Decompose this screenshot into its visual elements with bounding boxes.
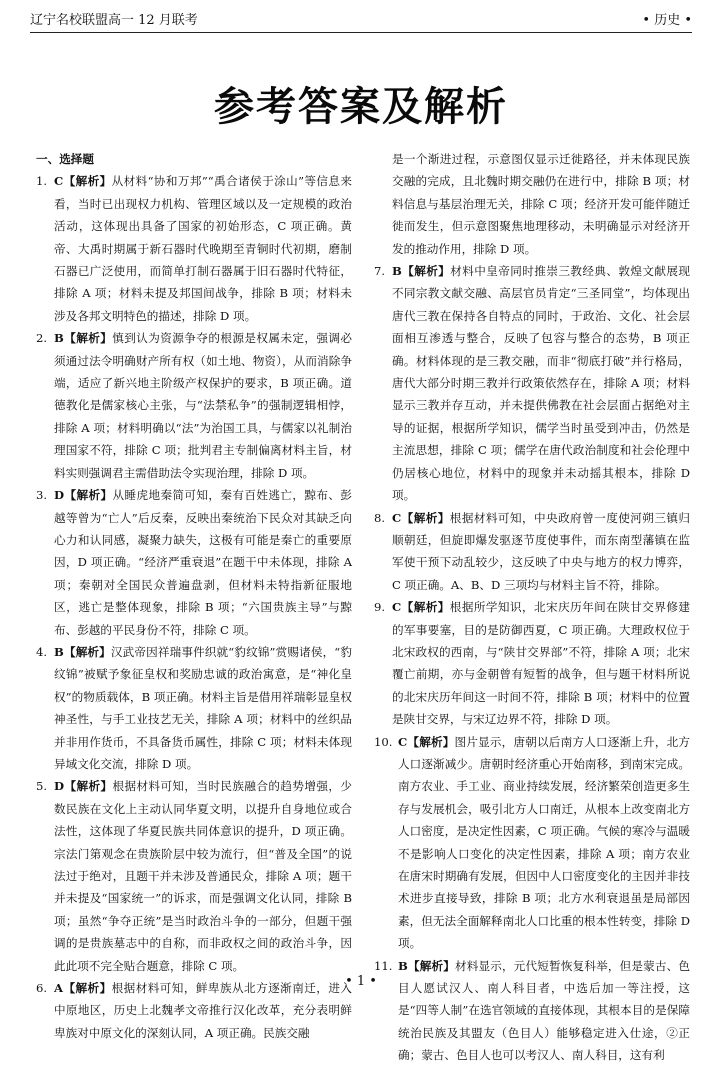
question-number: 2. (36, 331, 48, 346)
answer-item (36, 170, 352, 327)
question-number: 5. (36, 779, 48, 794)
exam-name: 辽宁名校联盟高一 12 月联考 (30, 13, 198, 28)
analysis-tag: 【解析】 (401, 600, 450, 615)
analysis-text: 根据材料可知，中央政府曾一度使河朔三镇归顺朝廷，但旋即爆发驱逐节度使事件，而东南型藩镇在监军使干预下动乱较少，这反映了中央与地方的权力博弈，C 项正确。A、B、D 三项均与材料主旨不符，排除。 (392, 510, 690, 592)
answer-item (36, 327, 352, 484)
analysis-text: 慎到认为资源争夺的根源是权属未定，强调必须通过法令明确财产所有权（如土地、物资），从而消除争端，适应了新兴地主阶级产权保护的要求，B 项正确。道德教化是儒家核心主张，与“法禁私争”的强制逻辑相悖，排除 A 项；材料明确以“法”为治国工具，与儒家以礼制治理国家不符，排除 C 项；批判君主专制偏离材料主旨，材料实则强调君主需借助法令实现治理，排除 D 项。 (54, 331, 352, 480)
answer-letter: B (398, 958, 408, 973)
section-heading: 一、选择题 (36, 152, 94, 166)
analysis-text: 汉武帝因祥瑞事件织就“豹纹锦”赏赐诸侯，“豹纹锦”被赋予象征皇权和奖励忠诚的政治寓意，是“神化皇权”的物质载体，B 项正确。材料主旨是借用祥瑞彰显皇权神圣性，与手工业技艺无关，排除 A 项；材料中的丝织品并非用作货币，不具备货币属性，排除 C 项；材料未体现异域文化交流，排除 D 项。 (54, 644, 352, 771)
answer-item (374, 955, 690, 1067)
question-number: 3. (36, 488, 48, 503)
question-number: 11. (374, 958, 393, 973)
analysis-text: 从材料“协和万邦”“禹合诸侯于涂山”等信息来看，当时已出现权力机构、管理区域以及一定规模的政治活动，这体现出具备了国家的初始形态，C 项正确。黄帝、大禹时期属于新石器时代晚期至青铜时代初期，磨制石器已广泛使用，而简单打制石器属于旧石器时代特征，排除 A 项；材料未提及邦国间战争，排除 B 项；材料未涉及各邦文明特色的描述，排除 D 项。 (54, 174, 352, 323)
answer-letter: C (392, 600, 402, 615)
answer-letter: B (392, 264, 402, 279)
left-column (36, 148, 352, 1044)
right-column (374, 148, 690, 1067)
right-answer-list (374, 260, 690, 1067)
answer-letter: B (54, 331, 64, 346)
answer-letter: D (54, 779, 65, 794)
left-answer-list (36, 170, 352, 1044)
answer-item (36, 641, 352, 775)
analysis-text: 根据材料可知，当时民族融合的趋势增强，少数民族在文化上主动认同华夏文明，以提升自身地位或合法性，这体现了华夏民族共同体意识的提升，D 项正确。宗法门第观念在贵族阶层中较为流行，但“普及全国”的说法过于绝对，且题干并未涉及普通民众，排除 A 项；题干并未提及“国家统一”的诉求，而是强调文化认同，排除 B 项；虽然“争夺正统”是当时政治斗争的一部分，但题干强调的是贵族墓志中的自称，而非政权之间的政治斗争，因此此项不完全贴合题意，排除 C 项。 (54, 779, 352, 973)
analysis-text: 材料显示，元代短暂恢复科举，但是蒙古、色目人愿试汉人、南人科目者，中选后加一等注授，这是“四等人制”在选官领域的直接体现，其根本目的是保障统治民族及其盟友（色目人）能够稳定进入仕途，②正确；蒙古、色目人也可以考汉人、南人科目，这有利 (398, 958, 690, 1063)
answer-letter: A (54, 981, 63, 996)
page-header (30, 10, 692, 33)
answer-letter: B (54, 644, 64, 659)
question-number: 6. (36, 981, 48, 996)
answer-item (374, 731, 690, 955)
question-number: 8. (374, 510, 386, 525)
answer-item (374, 260, 690, 506)
analysis-tag: 【解析】 (407, 958, 456, 973)
question-number: 7. (374, 264, 386, 279)
answer-letter: C (392, 510, 402, 525)
answer-letter: D (54, 488, 65, 503)
analysis-tag: 【解析】 (407, 734, 455, 749)
question-number: 4. (36, 644, 48, 659)
analysis-tag: 【解析】 (64, 488, 113, 503)
page-title: 参考答案及解析 (214, 84, 508, 130)
analysis-text: 材料中皇帝同时推崇三教经典、敦煌文献展现不同宗教文献交融、高层官员肯定“三圣同堂”，均体现出唐代三教在保持各自特点的同时，于政治、文化、社会层面相互渗透与整合，反映了包容与整合的态势，B 项正确。材料体现的是三教交融，而非“彻底打破”并行格局，唐代大部分时期三教并行政策依然存在，排除 A 项；材料显示三教并存互动，并未提供佛教在社会层面占据绝对主导的证据，根据所学知识，儒学当时虽受到冲击，仍然是主流思想，排除 C 项；儒学在唐代政治制度和社会伦理中仍居核心地位，材料中的现象并未动摇其根本，排除 D 项。 (392, 264, 690, 503)
analysis-text: 根据材料可知，鲜卑族从北方逐渐南迁，进入中原地区，历史上北魏孝文帝推行汉化改革，充分表明鲜卑族对中原文化的深刻认同，A 项正确。民族交融 (54, 981, 352, 1040)
page-number: • 1 • (345, 974, 377, 989)
question-number: 9. (374, 600, 386, 615)
analysis-tag: 【解析】 (401, 264, 451, 279)
analysis-text: 根据所学知识，北宋庆历年间在陕甘交界修建的军事要塞，目的是防御西夏，C 项正确。大理政权位于北宋政权的西南，与“陕甘交界部”不符，排除 A 项；北宋覆亡前期，亦与金朝曾有短暂的战争，但与题干材料所说的北宋庆历年间这一时间不符，排除 B 项；材料中的位置是陕甘交界，与宋辽边界不符，排除 D 项。 (392, 600, 690, 727)
subject-label: • 历史 • (642, 13, 692, 28)
answer-letter: C (54, 174, 64, 189)
analysis-text: 图片显示，唐朝以后南方人口逐渐上升，北方人口逐渐减少。唐朝时经济重心开始南移，到南宋完成。南方农业、手工业、商业持续发展，经济繁荣创造更多生存与发展机会，吸引北方人口南迁，从根本上改变南北方人口密度，是决定性因素，C 项正确。气候的寒冷与温暖不是影响人口变化的决定性因素，排除 A 项；南方农业在唐宋时期确有发展，但因中人口密度变化的主因并非技术进步直接导致，排除 B 项；北方水利衰退虽是局部因素，但无法全面解释南北人口比重的根本性转变，排除 D 项。 (398, 734, 690, 951)
answer-item (374, 596, 690, 730)
analysis-tag: 【解析】 (63, 644, 111, 659)
analysis-tag: 【解析】 (64, 779, 113, 794)
answer-item (36, 484, 352, 641)
analysis-tag: 【解析】 (63, 331, 113, 346)
analysis-tag: 【解析】 (63, 981, 112, 996)
question-number: 10. (374, 734, 393, 749)
analysis-tag: 【解析】 (401, 510, 450, 525)
analysis-text: 从睡虎地秦简可知，秦有百姓逃亡，黥布、彭越等曾为“亡人”后反秦，反映出秦统治下民众对其缺乏向心力和认同感，凝聚力缺失，这极有可能是秦亡的重要原因，D 项正确。“经济严重衰退”在题干中未体现，排除 A 项；秦朝对全国民众普遍盘剥，但材料未特指新征服地区，逃亡是整体现象，排除 B 项；“六国贵族主导”与黥布、彭越的平民身份不符，排除 C 项。 (54, 488, 352, 637)
answer-item (36, 775, 352, 977)
answer-item (374, 507, 690, 597)
continued-text: 是一个渐进过程，示意图仅显示迁徙路径，并未体现民族交融的完成，且北魏时期交融仍在进行中，排除 B 项；材料信息与基层治理无关，排除 C 项；经济开发可能伴随迁徙而发生，但示意图聚焦地理移动，未明确显示对经济开发的推动作用，排除 D 项。 (392, 152, 690, 256)
analysis-tag: 【解析】 (63, 174, 112, 189)
answer-letter: C (398, 734, 408, 749)
question-number: 1. (36, 174, 48, 189)
